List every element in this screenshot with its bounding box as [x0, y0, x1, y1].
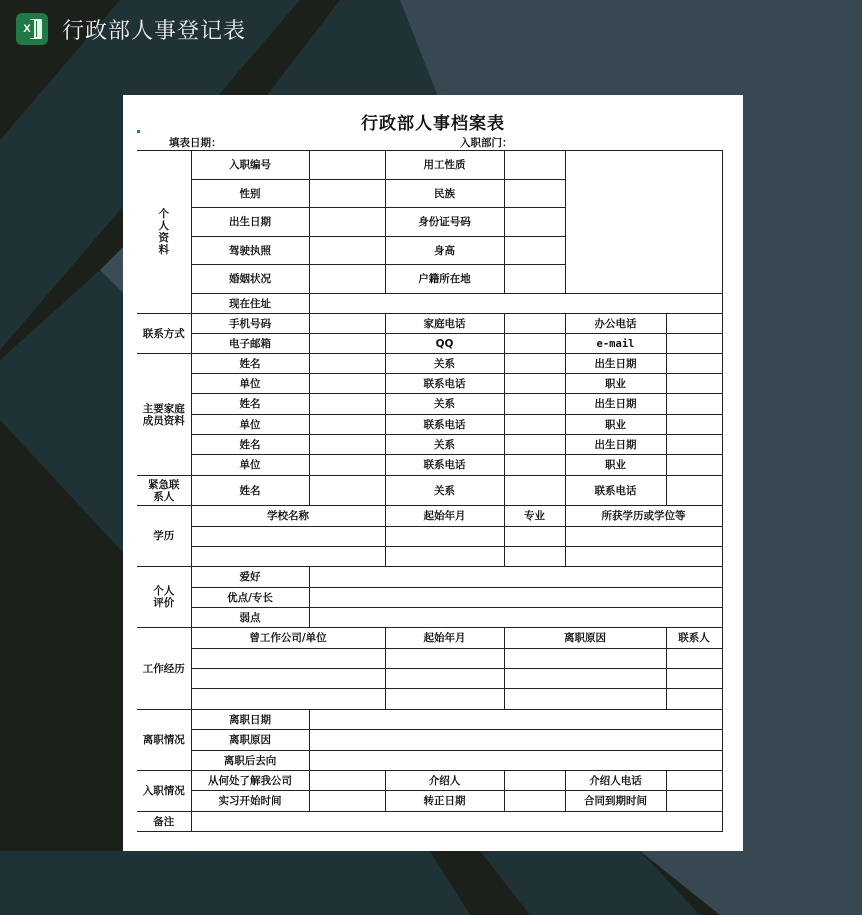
label-resign-date: 离职日期	[191, 710, 309, 730]
input-leave-reason-3[interactable]	[504, 689, 666, 710]
input-mobile[interactable]	[309, 314, 385, 334]
label-emergency-relation: 关系	[385, 476, 504, 506]
input-household-registration[interactable]	[504, 265, 565, 294]
label-emergency-phone: 联系电话	[565, 476, 666, 506]
label-employment-type: 用工性质	[385, 151, 504, 180]
label-office-phone: 办公电话	[565, 314, 666, 334]
label-strengths: 优点/专长	[191, 588, 309, 608]
label-birth-date: 出生日期	[191, 208, 309, 237]
header-degree: 所获学历或学位等	[565, 506, 722, 527]
input-degree-2[interactable]	[565, 547, 722, 567]
input-work-period-3[interactable]	[385, 689, 504, 710]
input-degree-1[interactable]	[565, 527, 722, 547]
input-email[interactable]	[666, 334, 722, 354]
input-reference-2[interactable]	[666, 669, 722, 689]
input-family-name-1[interactable]	[309, 354, 385, 374]
section-emergency: 紧急联系人	[137, 476, 191, 506]
label-family-phone-2: 联系电话	[385, 415, 504, 435]
input-edu-period-2[interactable]	[385, 547, 504, 567]
input-weaknesses[interactable]	[309, 608, 722, 628]
input-family-occupation-3[interactable]	[666, 455, 722, 476]
input-company-1[interactable]	[191, 649, 385, 669]
section-remarks: 备注	[137, 812, 191, 832]
input-strengths[interactable]	[309, 588, 722, 608]
input-family-employer-1[interactable]	[309, 374, 385, 394]
label-household-registration: 户籍所在地	[385, 265, 504, 294]
input-id-number[interactable]	[504, 208, 565, 237]
input-family-occupation-1[interactable]	[666, 374, 722, 394]
label-family-phone-3: 联系电话	[385, 455, 504, 476]
input-current-address[interactable]	[309, 294, 722, 314]
window-titlebar	[16, 12, 246, 46]
section-resignation: 离职情况	[137, 710, 191, 771]
header-work-period: 起始年月	[385, 628, 504, 649]
section-work-history: 工作经历	[137, 628, 191, 710]
input-family-name-3[interactable]	[309, 435, 385, 455]
label-family-employer-1: 单位	[191, 374, 309, 394]
input-referrer[interactable]	[504, 771, 565, 791]
input-remarks[interactable]	[191, 812, 722, 832]
input-after-resign[interactable]	[309, 751, 722, 771]
input-major-2[interactable]	[504, 547, 565, 567]
input-birth-date[interactable]	[309, 208, 385, 237]
input-marital-status[interactable]	[309, 265, 385, 294]
input-family-occupation-2[interactable]	[666, 415, 722, 435]
excel-icon	[16, 13, 48, 45]
header-school-name: 学校名称	[191, 506, 385, 527]
section-contact: 联系方式	[137, 314, 191, 354]
input-company-2[interactable]	[191, 669, 385, 689]
input-family-employer-2[interactable]	[309, 415, 385, 435]
document-page	[123, 95, 743, 851]
input-family-relation-1[interactable]	[504, 354, 565, 374]
label-employee-id: 入职编号	[191, 151, 309, 180]
fill-date-label: 填表日期：	[169, 137, 222, 149]
label-family-relation-3: 关系	[385, 435, 504, 455]
label-height: 身高	[385, 237, 504, 265]
input-family-relation-3[interactable]	[504, 435, 565, 455]
section-personal: 个人资料	[137, 151, 191, 314]
input-hobbies[interactable]	[309, 567, 722, 588]
input-gender[interactable]	[309, 180, 385, 208]
label-family-occupation-2: 职业	[565, 415, 666, 435]
input-referral-source[interactable]	[309, 771, 385, 791]
photo-cell[interactable]	[565, 151, 722, 294]
input-family-name-2[interactable]	[309, 394, 385, 415]
label-family-name-3: 姓名	[191, 435, 309, 455]
label-regularization-date: 转正日期	[385, 791, 504, 812]
label-after-resign: 离职后去向	[191, 751, 309, 771]
document-title: 行政部人事档案表	[361, 114, 505, 134]
personnel-form-table	[137, 150, 723, 832]
excel-x-badge: X	[20, 20, 34, 38]
input-edu-period-1[interactable]	[385, 527, 504, 547]
label-contract-expiry: 合同到期时间	[565, 791, 666, 812]
header-reference-contact: 联系人	[666, 628, 722, 649]
input-reference-3[interactable]	[666, 689, 722, 710]
header-leave-reason: 离职原因	[504, 628, 666, 649]
section-onboarding: 入职情况	[137, 771, 191, 812]
label-family-relation-2: 关系	[385, 394, 504, 415]
input-resign-date[interactable]	[309, 710, 722, 730]
header-edu-period: 起始年月	[385, 506, 504, 527]
input-family-phone-2[interactable]	[504, 415, 565, 435]
input-emergency-relation[interactable]	[504, 476, 565, 506]
input-reference-1[interactable]	[666, 649, 722, 669]
label-family-employer-3: 单位	[191, 455, 309, 476]
label-referral-source: 从何处了解我公司	[191, 771, 309, 791]
input-height[interactable]	[504, 237, 565, 265]
section-education: 学历	[137, 506, 191, 567]
input-major-1[interactable]	[504, 527, 565, 547]
input-family-birth-3[interactable]	[666, 435, 722, 455]
label-family-name-2: 姓名	[191, 394, 309, 415]
section-family: 主要家庭成员资料	[137, 354, 191, 476]
input-internship-start[interactable]	[309, 791, 385, 812]
label-family-phone-1: 联系电话	[385, 374, 504, 394]
section-evaluation: 个人评价	[137, 567, 191, 628]
label-internship-start: 实习开始时间	[191, 791, 309, 812]
label-family-occupation-3: 职业	[565, 455, 666, 476]
label-family-name-1: 姓名	[191, 354, 309, 374]
label-family-birth-1: 出生日期	[565, 354, 666, 374]
input-family-employer-3[interactable]	[309, 455, 385, 476]
input-office-phone[interactable]	[666, 314, 722, 334]
label-hobbies: 爱好	[191, 567, 309, 588]
input-family-relation-2[interactable]	[504, 394, 565, 415]
input-family-phone-3[interactable]	[504, 455, 565, 476]
header-major: 专业	[504, 506, 565, 527]
input-driver-license[interactable]	[309, 237, 385, 265]
label-qq: QQ	[385, 334, 504, 354]
input-referrer-phone[interactable]	[666, 771, 722, 791]
label-referrer: 介绍人	[385, 771, 504, 791]
label-resign-reason: 离职原因	[191, 730, 309, 751]
input-contract-expiry[interactable]	[666, 791, 722, 812]
label-family-relation-1: 关系	[385, 354, 504, 374]
header-former-company: 曾工作公司/单位	[191, 628, 385, 649]
input-work-period-2[interactable]	[385, 669, 504, 689]
input-leave-reason-1[interactable]	[504, 649, 666, 669]
input-school-1[interactable]	[191, 527, 385, 547]
label-id-number: 身份证号码	[385, 208, 504, 237]
label-emergency-name: 姓名	[191, 476, 309, 506]
input-home-phone[interactable]	[504, 314, 565, 334]
label-family-occupation-1: 职业	[565, 374, 666, 394]
label-email-cn: 电子邮箱	[191, 334, 309, 354]
input-leave-reason-2[interactable]	[504, 669, 666, 689]
label-gender: 性别	[191, 180, 309, 208]
label-email: e-mail	[565, 334, 666, 354]
input-family-birth-1[interactable]	[666, 354, 722, 374]
label-family-birth-3: 出生日期	[565, 435, 666, 455]
label-marital-status: 婚姻状况	[191, 265, 309, 294]
input-qq[interactable]	[504, 334, 565, 354]
label-family-employer-2: 单位	[191, 415, 309, 435]
input-email-cn[interactable]	[309, 334, 385, 354]
input-emergency-name[interactable]	[309, 476, 385, 506]
input-employment-type[interactable]	[504, 151, 565, 180]
label-home-phone: 家庭电话	[385, 314, 504, 334]
input-family-phone-1[interactable]	[504, 374, 565, 394]
input-work-period-1[interactable]	[385, 649, 504, 669]
input-family-birth-2[interactable]	[666, 394, 722, 415]
input-resign-reason[interactable]	[309, 730, 722, 751]
input-company-3[interactable]	[191, 689, 385, 710]
input-employee-id[interactable]	[309, 151, 385, 180]
input-school-2[interactable]	[191, 547, 385, 567]
window-title: 行政部人事登记表	[62, 18, 247, 44]
input-emergency-phone[interactable]	[666, 476, 722, 506]
label-driver-license: 驾驶执照	[191, 237, 309, 265]
label-family-birth-2: 出生日期	[565, 394, 666, 415]
input-regularization-date[interactable]	[504, 791, 565, 812]
label-ethnicity: 民族	[385, 180, 504, 208]
input-ethnicity[interactable]	[504, 180, 565, 208]
label-weaknesses: 弱点	[191, 608, 309, 628]
label-referrer-phone: 介绍人电话	[565, 771, 666, 791]
department-label: 入职部门：	[460, 137, 513, 149]
label-mobile: 手机号码	[191, 314, 309, 334]
cell-marker	[137, 130, 140, 133]
label-current-address: 现在住址	[191, 294, 309, 314]
